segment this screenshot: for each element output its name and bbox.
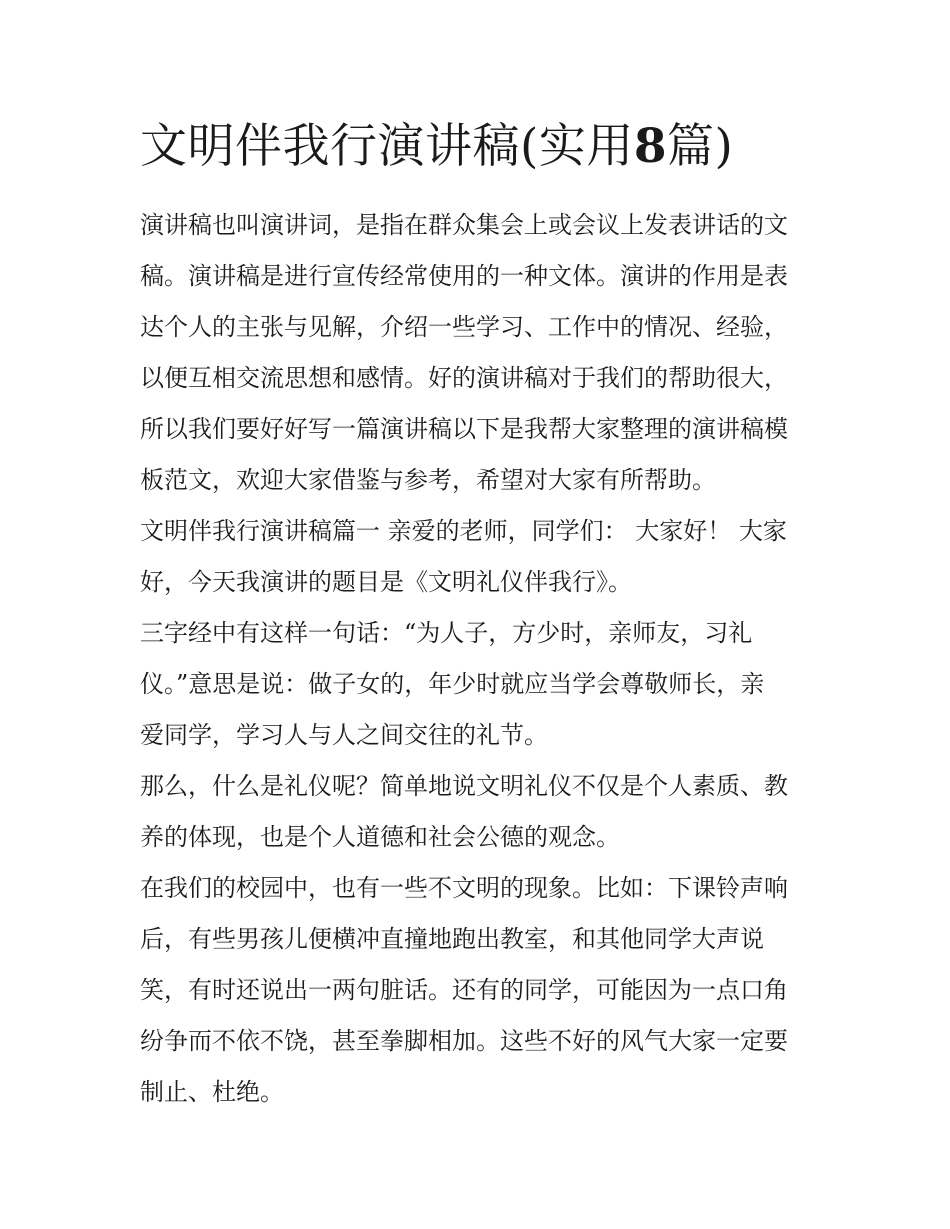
text-line: 笑，有时还说出一两句脏话。还有的同学，可能因为一点口角: [140, 976, 788, 1004]
document-body: [140, 200, 820, 1118]
paragraph-campus: [140, 863, 820, 1118]
text-line: 三字经中有这样一句话：“为人子，方少时，亲师友，习礼: [140, 619, 753, 647]
text-line: 文明伴我行演讲稿篇一 亲爱的老师，同学们： 大家好！ 大家: [140, 517, 787, 545]
text-line: 纷争而不依不饶，甚至拳脚相加。这些不好的风气大家一定要: [140, 1027, 788, 1055]
text-line: 稿。演讲稿是进行宣传经常使用的一种文体。演讲的作用是表: [140, 262, 788, 290]
text-line: 所以我们要好好写一篇演讲稿以下是我帮大家整理的演讲稿模: [140, 415, 788, 443]
text-line: 制止、杜绝。: [140, 1078, 284, 1106]
text-line: 好，今天我演讲的题目是《文明礼仪伴我行》。: [140, 568, 632, 596]
paragraph-quote: [140, 608, 820, 761]
text-line: 板范文，欢迎大家借鉴与参考，希望对大家有所帮助。: [140, 466, 716, 494]
text-line: 以便互相交流思想和感情。好的演讲稿对于我们的帮助很大，: [140, 364, 788, 392]
text-line: 那么，什么是礼仪呢？简单地说文明礼仪不仅是个人素质、教: [140, 772, 788, 800]
text-line: 爱同学，学习人与人之间交往的礼节。: [140, 721, 548, 749]
text-line: 养的体现，也是个人道德和社会公德的观念。: [140, 823, 620, 851]
document-title: 文明伴我行演讲稿(实用8篇): [140, 119, 734, 174]
text-line: 后，有些男孩儿便横冲直撞地跑出教室，和其他同学大声说: [140, 925, 764, 953]
text-line: 仪。”意思是说：做子女的，年少时就应当学会尊敬师长，亲: [140, 670, 765, 698]
paragraph-intro: [140, 200, 820, 506]
text-line: 达个人的主张与见解，介绍一些学习、工作中的情况、经验，: [140, 313, 788, 341]
paragraph-definition: [140, 761, 820, 863]
text-line: 在我们的校园中，也有一些不文明的现象。比如：下课铃声响: [140, 874, 788, 902]
paragraph-greeting: [140, 506, 820, 608]
text-line: 演讲稿也叫演讲词，是指在群众集会上或会议上发表讲话的文: [140, 211, 788, 239]
